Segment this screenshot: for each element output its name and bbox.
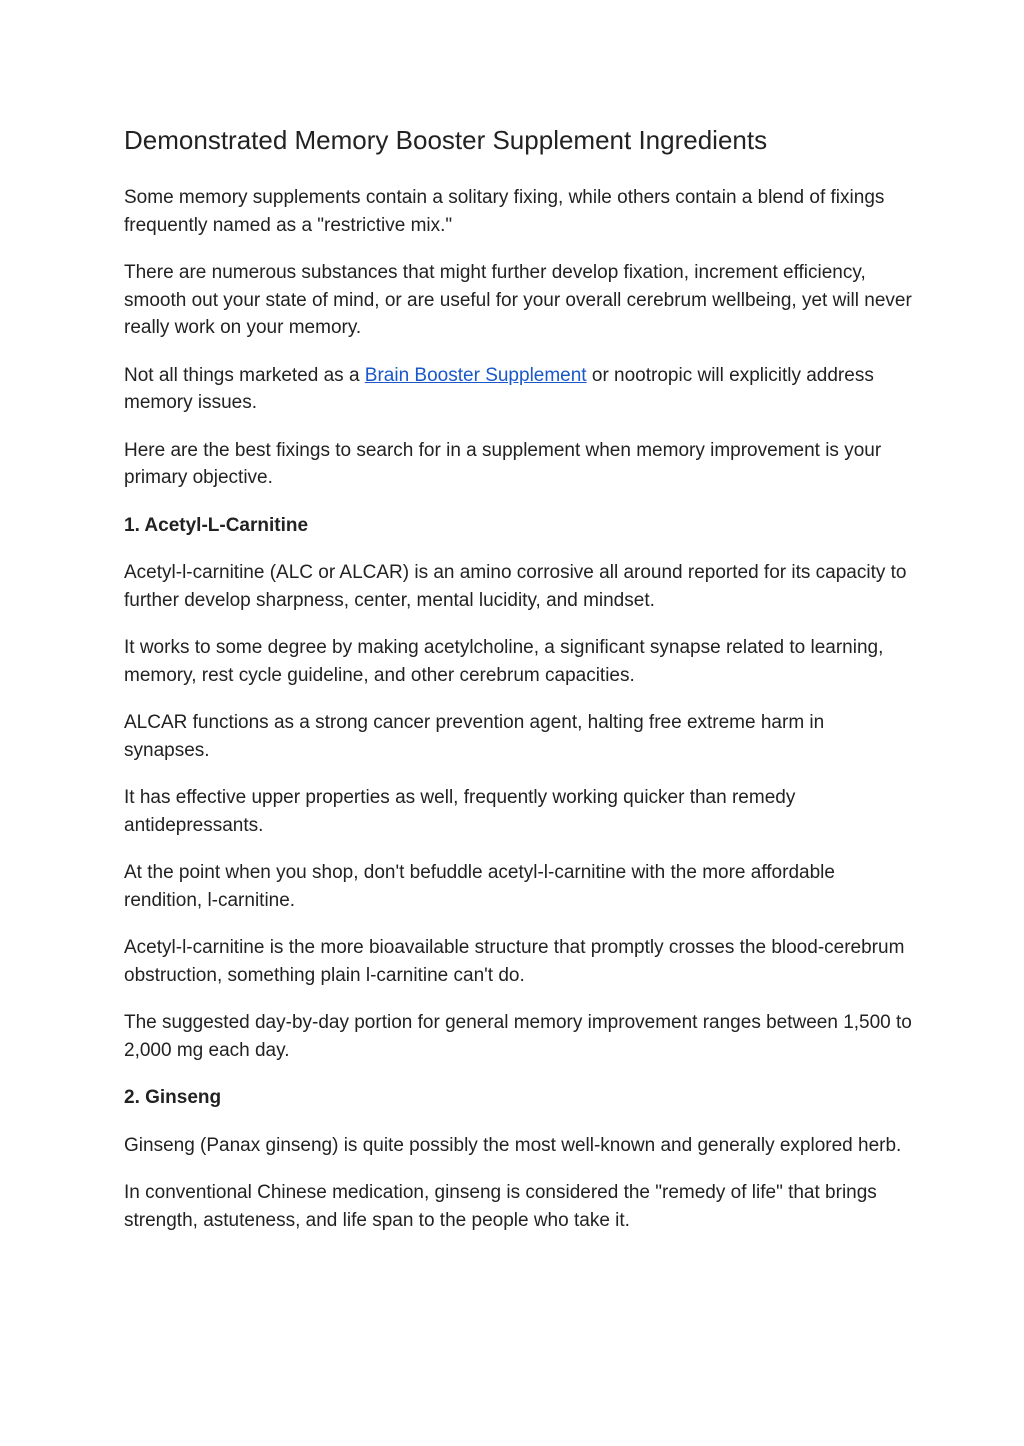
section-1-paragraph-4: It has effective upper properties as well, frequently working quicker than remedy antidepressants. [124, 787, 796, 836]
section-2-paragraph-1: Ginseng (Panax ginseng) is quite possibly the most well-known and generally explored herb. [124, 1134, 902, 1156]
link-paragraph-after: or nootropic will explicitly address memory issues. [124, 364, 874, 413]
section-1-paragraph-7: The suggested day-by-day portion for general memory improvement ranges between 1,500 to 2,000 mg each day. [124, 1012, 912, 1061]
section-1-paragraph-5: At the point when you shop, don't befuddle acetyl-l-carnitine with the more affordable rendition, l-carnitine. [124, 862, 835, 911]
section-1-paragraph-1: Acetyl-l-carnitine (ALC or ALCAR) is an amino corrosive all around reported for its capacity to further develop sharpness, center, mental lucidity, and mindset. [124, 562, 907, 611]
link-paragraph [124, 362, 914, 417]
section-heading-ginseng: 2. Ginseng [124, 1087, 222, 1108]
section-1-paragraph-3: ALCAR functions as a strong cancer prevention agent, halting free extreme harm in synapses. [124, 712, 825, 761]
section-2-paragraph-2: In conventional Chinese medication, ginseng is considered the "remedy of life" that brings strength, astuteness, and life span to the people who take it. [124, 1182, 877, 1231]
intro-paragraph-3: Here are the best fixings to search for in a supplement when memory improvement is your primary objective. [124, 439, 882, 488]
section-1-paragraph-6: Acetyl-l-carnitine is the more bioavailable structure that promptly crosses the blood-cerebrum obstruction, something plain l-carnitine can't do. [124, 937, 905, 986]
page-title: Demonstrated Memory Booster Supplement Ingredients [124, 125, 768, 155]
section-heading-acetyl-l-carnitine: 1. Acetyl-L-Carnitine [124, 514, 309, 536]
brain-booster-link[interactable]: Brain Booster Supplement [364, 364, 587, 386]
intro-paragraph-2: There are numerous substances that might further develop fixation, increment efficiency, smooth out your state of mind, or are useful for your overall cerebrum wellbeing, yet will never really work on your memory. [124, 262, 912, 338]
section-1-paragraph-2: It works to some degree by making acetylcholine, a significant synapse related to learning, memory, rest cycle guideline, and other cerebrum capacities. [124, 637, 884, 686]
intro-paragraph-1: Some memory supplements contain a solitary fixing, while others contain a blend of fixings frequently named as a "restrictive mix." [124, 187, 885, 236]
link-paragraph-before: Not all things marketed as a [124, 364, 365, 386]
document-page [124, 122, 914, 1254]
